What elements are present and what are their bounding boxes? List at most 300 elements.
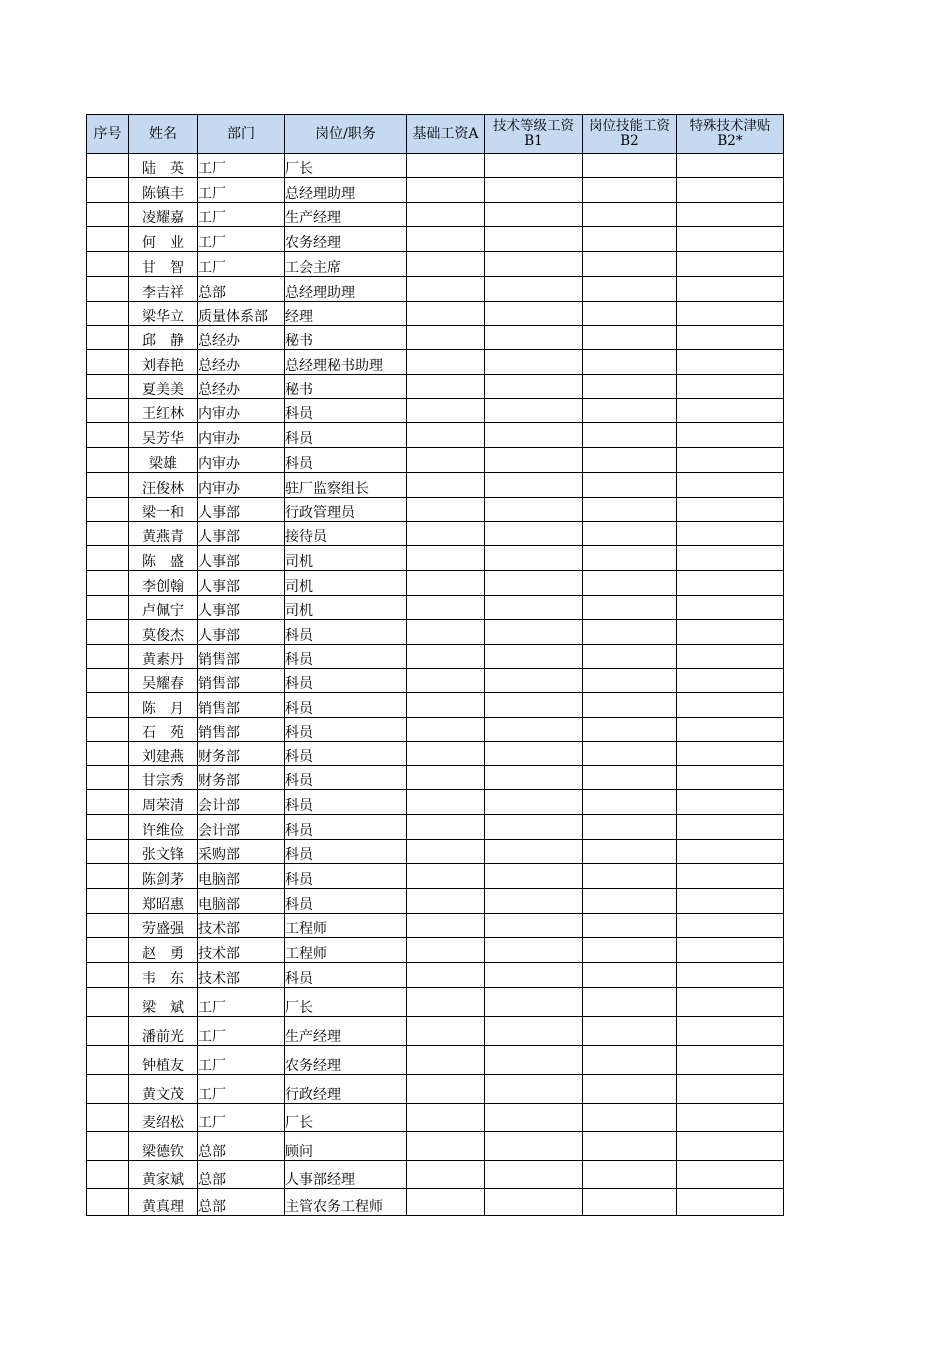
base-salary-cell[interactable] <box>407 645 485 669</box>
employee-name-cell[interactable]: 郑昭惠 <box>129 889 198 914</box>
post-skill-salary-cell[interactable] <box>583 522 677 546</box>
department-cell[interactable]: 人事部 <box>198 546 285 571</box>
department-cell[interactable]: 人事部 <box>198 571 285 596</box>
base-salary-cell[interactable] <box>407 154 485 178</box>
employee-name-cell[interactable]: 甘 智 <box>129 252 198 277</box>
special-tech-allowance-cell[interactable] <box>677 302 784 326</box>
base-salary-cell[interactable] <box>407 448 485 473</box>
department-cell[interactable]: 总经办 <box>198 350 285 375</box>
position-cell[interactable]: 科员 <box>285 399 407 423</box>
special-tech-allowance-cell[interactable] <box>677 718 784 742</box>
post-skill-salary-cell[interactable] <box>583 790 677 815</box>
base-salary-cell[interactable] <box>407 1161 485 1189</box>
special-tech-allowance-cell[interactable] <box>677 571 784 596</box>
tech-grade-salary-cell[interactable] <box>485 1046 583 1075</box>
tech-grade-salary-cell[interactable] <box>485 375 583 399</box>
employee-name-cell[interactable]: 陈镇丰 <box>129 178 198 203</box>
index-cell[interactable] <box>87 326 129 350</box>
post-skill-salary-cell[interactable] <box>583 963 677 988</box>
base-salary-cell[interactable] <box>407 864 485 889</box>
employee-name-cell[interactable]: 许维俭 <box>129 815 198 840</box>
base-salary-cell[interactable] <box>407 473 485 498</box>
special-tech-allowance-cell[interactable] <box>677 522 784 546</box>
tech-grade-salary-cell[interactable] <box>485 963 583 988</box>
employee-name-cell[interactable]: 邱 静 <box>129 326 198 350</box>
post-skill-salary-cell[interactable] <box>583 864 677 889</box>
special-tech-allowance-cell[interactable] <box>677 399 784 423</box>
special-tech-allowance-cell[interactable] <box>677 1161 784 1189</box>
index-cell[interactable] <box>87 1046 129 1075</box>
employee-name-cell[interactable]: 刘春艳 <box>129 350 198 375</box>
tech-grade-salary-cell[interactable] <box>485 227 583 252</box>
position-cell[interactable]: 顾问 <box>285 1132 407 1161</box>
tech-grade-salary-cell[interactable] <box>485 1189 583 1216</box>
department-cell[interactable]: 销售部 <box>198 693 285 718</box>
department-cell[interactable]: 人事部 <box>198 596 285 620</box>
employee-name-cell[interactable]: 黄素丹 <box>129 645 198 669</box>
employee-name-cell[interactable]: 甘宗秀 <box>129 766 198 790</box>
tech-grade-salary-cell[interactable] <box>485 277 583 302</box>
header-cell-name[interactable]: 姓名 <box>129 115 198 154</box>
index-cell[interactable] <box>87 302 129 326</box>
special-tech-allowance-cell[interactable] <box>677 938 784 963</box>
tech-grade-salary-cell[interactable] <box>485 790 583 815</box>
index-cell[interactable] <box>87 277 129 302</box>
post-skill-salary-cell[interactable] <box>583 1161 677 1189</box>
position-cell[interactable]: 科员 <box>285 766 407 790</box>
department-cell[interactable]: 总部 <box>198 1132 285 1161</box>
employee-name-cell[interactable]: 黄燕青 <box>129 522 198 546</box>
special-tech-allowance-cell[interactable] <box>677 1046 784 1075</box>
tech-grade-salary-cell[interactable] <box>485 350 583 375</box>
tech-grade-salary-cell[interactable] <box>485 742 583 766</box>
position-cell[interactable]: 科员 <box>285 864 407 889</box>
department-cell[interactable]: 销售部 <box>198 645 285 669</box>
base-salary-cell[interactable] <box>407 596 485 620</box>
position-cell[interactable]: 科员 <box>285 963 407 988</box>
index-cell[interactable] <box>87 669 129 693</box>
index-cell[interactable] <box>87 1161 129 1189</box>
tech-grade-salary-cell[interactable] <box>485 522 583 546</box>
base-salary-cell[interactable] <box>407 840 485 864</box>
special-tech-allowance-cell[interactable] <box>677 742 784 766</box>
special-tech-allowance-cell[interactable] <box>677 840 784 864</box>
post-skill-salary-cell[interactable] <box>583 742 677 766</box>
special-tech-allowance-cell[interactable] <box>677 473 784 498</box>
department-cell[interactable]: 财务部 <box>198 742 285 766</box>
base-salary-cell[interactable] <box>407 252 485 277</box>
special-tech-allowance-cell[interactable] <box>677 596 784 620</box>
index-cell[interactable] <box>87 718 129 742</box>
post-skill-salary-cell[interactable] <box>583 988 677 1017</box>
position-cell[interactable]: 工程师 <box>285 914 407 938</box>
header-cell-position[interactable]: 岗位/职务 <box>285 115 407 154</box>
post-skill-salary-cell[interactable] <box>583 473 677 498</box>
base-salary-cell[interactable] <box>407 227 485 252</box>
base-salary-cell[interactable] <box>407 742 485 766</box>
position-cell[interactable]: 科员 <box>285 840 407 864</box>
index-cell[interactable] <box>87 498 129 522</box>
department-cell[interactable]: 总经办 <box>198 375 285 399</box>
department-cell[interactable]: 工厂 <box>198 988 285 1017</box>
special-tech-allowance-cell[interactable] <box>677 988 784 1017</box>
position-cell[interactable]: 科员 <box>285 790 407 815</box>
base-salary-cell[interactable] <box>407 938 485 963</box>
index-cell[interactable] <box>87 1075 129 1104</box>
employee-name-cell[interactable]: 石 苑 <box>129 718 198 742</box>
position-cell[interactable]: 总经理助理 <box>285 178 407 203</box>
position-cell[interactable]: 总经理助理 <box>285 277 407 302</box>
index-cell[interactable] <box>87 252 129 277</box>
index-cell[interactable] <box>87 154 129 178</box>
position-cell[interactable]: 人事部经理 <box>285 1161 407 1189</box>
index-cell[interactable] <box>87 645 129 669</box>
employee-name-cell[interactable]: 汪俊林 <box>129 473 198 498</box>
base-salary-cell[interactable] <box>407 1189 485 1216</box>
position-cell[interactable]: 科员 <box>285 423 407 448</box>
employee-name-cell[interactable]: 卢佩宁 <box>129 596 198 620</box>
special-tech-allowance-cell[interactable] <box>677 1075 784 1104</box>
index-cell[interactable] <box>87 546 129 571</box>
index-cell[interactable] <box>87 889 129 914</box>
department-cell[interactable]: 内审办 <box>198 448 285 473</box>
tech-grade-salary-cell[interactable] <box>485 766 583 790</box>
department-cell[interactable]: 财务部 <box>198 766 285 790</box>
special-tech-allowance-cell[interactable] <box>677 790 784 815</box>
base-salary-cell[interactable] <box>407 1104 485 1132</box>
index-cell[interactable] <box>87 1017 129 1046</box>
header-cell-post-skill-salary[interactable]: 岗位技能工资B2 <box>583 115 677 154</box>
department-cell[interactable]: 工厂 <box>198 1104 285 1132</box>
tech-grade-salary-cell[interactable] <box>485 596 583 620</box>
special-tech-allowance-cell[interactable] <box>677 815 784 840</box>
employee-name-cell[interactable]: 梁德钦 <box>129 1132 198 1161</box>
base-salary-cell[interactable] <box>407 815 485 840</box>
special-tech-allowance-cell[interactable] <box>677 326 784 350</box>
department-cell[interactable]: 总经办 <box>198 326 285 350</box>
department-cell[interactable]: 人事部 <box>198 498 285 522</box>
post-skill-salary-cell[interactable] <box>583 693 677 718</box>
special-tech-allowance-cell[interactable] <box>677 1189 784 1216</box>
position-cell[interactable]: 厂长 <box>285 154 407 178</box>
index-cell[interactable] <box>87 766 129 790</box>
department-cell[interactable]: 工厂 <box>198 1075 285 1104</box>
special-tech-allowance-cell[interactable] <box>677 178 784 203</box>
employee-name-cell[interactable]: 周荣清 <box>129 790 198 815</box>
tech-grade-salary-cell[interactable] <box>485 914 583 938</box>
special-tech-allowance-cell[interactable] <box>677 277 784 302</box>
position-cell[interactable]: 科员 <box>285 718 407 742</box>
tech-grade-salary-cell[interactable] <box>485 326 583 350</box>
employee-name-cell[interactable]: 梁雄 <box>129 448 198 473</box>
tech-grade-salary-cell[interactable] <box>485 423 583 448</box>
tech-grade-salary-cell[interactable] <box>485 399 583 423</box>
post-skill-salary-cell[interactable] <box>583 1132 677 1161</box>
tech-grade-salary-cell[interactable] <box>485 1132 583 1161</box>
base-salary-cell[interactable] <box>407 693 485 718</box>
base-salary-cell[interactable] <box>407 620 485 645</box>
post-skill-salary-cell[interactable] <box>583 326 677 350</box>
base-salary-cell[interactable] <box>407 889 485 914</box>
index-cell[interactable] <box>87 742 129 766</box>
post-skill-salary-cell[interactable] <box>583 154 677 178</box>
employee-name-cell[interactable]: 吴耀春 <box>129 669 198 693</box>
base-salary-cell[interactable] <box>407 790 485 815</box>
index-cell[interactable] <box>87 473 129 498</box>
department-cell[interactable]: 工厂 <box>198 154 285 178</box>
tech-grade-salary-cell[interactable] <box>485 645 583 669</box>
employee-name-cell[interactable]: 韦 东 <box>129 963 198 988</box>
post-skill-salary-cell[interactable] <box>583 498 677 522</box>
special-tech-allowance-cell[interactable] <box>677 375 784 399</box>
department-cell[interactable]: 人事部 <box>198 620 285 645</box>
position-cell[interactable]: 秘书 <box>285 375 407 399</box>
employee-name-cell[interactable]: 刘建燕 <box>129 742 198 766</box>
tech-grade-salary-cell[interactable] <box>485 178 583 203</box>
employee-name-cell[interactable]: 夏美美 <box>129 375 198 399</box>
employee-name-cell[interactable]: 陈 盛 <box>129 546 198 571</box>
base-salary-cell[interactable] <box>407 522 485 546</box>
position-cell[interactable]: 经理 <box>285 302 407 326</box>
base-salary-cell[interactable] <box>407 203 485 227</box>
employee-name-cell[interactable]: 黄家斌 <box>129 1161 198 1189</box>
base-salary-cell[interactable] <box>407 498 485 522</box>
post-skill-salary-cell[interactable] <box>583 1075 677 1104</box>
index-cell[interactable] <box>87 620 129 645</box>
department-cell[interactable]: 工厂 <box>198 1046 285 1075</box>
post-skill-salary-cell[interactable] <box>583 620 677 645</box>
post-skill-salary-cell[interactable] <box>583 596 677 620</box>
tech-grade-salary-cell[interactable] <box>485 815 583 840</box>
index-cell[interactable] <box>87 988 129 1017</box>
base-salary-cell[interactable] <box>407 423 485 448</box>
special-tech-allowance-cell[interactable] <box>677 252 784 277</box>
header-cell-department[interactable]: 部门 <box>198 115 285 154</box>
department-cell[interactable]: 内审办 <box>198 473 285 498</box>
position-cell[interactable]: 工程师 <box>285 938 407 963</box>
index-cell[interactable] <box>87 350 129 375</box>
header-cell-special-tech-allowance[interactable]: 特殊技术津贴B2* <box>677 115 784 154</box>
employee-name-cell[interactable]: 黄真理 <box>129 1189 198 1216</box>
index-cell[interactable] <box>87 423 129 448</box>
employee-name-cell[interactable]: 吴芳华 <box>129 423 198 448</box>
post-skill-salary-cell[interactable] <box>583 252 677 277</box>
index-cell[interactable] <box>87 203 129 227</box>
department-cell[interactable]: 销售部 <box>198 669 285 693</box>
tech-grade-salary-cell[interactable] <box>485 840 583 864</box>
tech-grade-salary-cell[interactable] <box>485 571 583 596</box>
post-skill-salary-cell[interactable] <box>583 766 677 790</box>
position-cell[interactable]: 厂长 <box>285 1104 407 1132</box>
base-salary-cell[interactable] <box>407 669 485 693</box>
position-cell[interactable]: 行政管理员 <box>285 498 407 522</box>
index-cell[interactable] <box>87 227 129 252</box>
department-cell[interactable]: 技术部 <box>198 963 285 988</box>
special-tech-allowance-cell[interactable] <box>677 914 784 938</box>
department-cell[interactable]: 工厂 <box>198 178 285 203</box>
base-salary-cell[interactable] <box>407 718 485 742</box>
position-cell[interactable]: 农务经理 <box>285 1046 407 1075</box>
employee-name-cell[interactable]: 王红林 <box>129 399 198 423</box>
post-skill-salary-cell[interactable] <box>583 423 677 448</box>
employee-name-cell[interactable]: 凌耀嘉 <box>129 203 198 227</box>
position-cell[interactable]: 行政经理 <box>285 1075 407 1104</box>
post-skill-salary-cell[interactable] <box>583 1104 677 1132</box>
special-tech-allowance-cell[interactable] <box>677 1132 784 1161</box>
index-cell[interactable] <box>87 693 129 718</box>
post-skill-salary-cell[interactable] <box>583 448 677 473</box>
employee-name-cell[interactable]: 陆 英 <box>129 154 198 178</box>
special-tech-allowance-cell[interactable] <box>677 864 784 889</box>
tech-grade-salary-cell[interactable] <box>485 1075 583 1104</box>
base-salary-cell[interactable] <box>407 302 485 326</box>
employee-name-cell[interactable]: 钟植友 <box>129 1046 198 1075</box>
position-cell[interactable]: 总经理秘书助理 <box>285 350 407 375</box>
tech-grade-salary-cell[interactable] <box>485 988 583 1017</box>
tech-grade-salary-cell[interactable] <box>485 669 583 693</box>
employee-name-cell[interactable]: 劳盛强 <box>129 914 198 938</box>
base-salary-cell[interactable] <box>407 1017 485 1046</box>
special-tech-allowance-cell[interactable] <box>677 203 784 227</box>
special-tech-allowance-cell[interactable] <box>677 154 784 178</box>
index-cell[interactable] <box>87 1132 129 1161</box>
tech-grade-salary-cell[interactable] <box>485 718 583 742</box>
index-cell[interactable] <box>87 399 129 423</box>
position-cell[interactable]: 科员 <box>285 889 407 914</box>
post-skill-salary-cell[interactable] <box>583 277 677 302</box>
position-cell[interactable]: 司机 <box>285 546 407 571</box>
post-skill-salary-cell[interactable] <box>583 889 677 914</box>
department-cell[interactable]: 技术部 <box>198 938 285 963</box>
special-tech-allowance-cell[interactable] <box>677 423 784 448</box>
post-skill-salary-cell[interactable] <box>583 302 677 326</box>
base-salary-cell[interactable] <box>407 1075 485 1104</box>
index-cell[interactable] <box>87 1189 129 1216</box>
department-cell[interactable]: 总部 <box>198 1189 285 1216</box>
base-salary-cell[interactable] <box>407 375 485 399</box>
employee-name-cell[interactable]: 梁华立 <box>129 302 198 326</box>
department-cell[interactable]: 会计部 <box>198 815 285 840</box>
position-cell[interactable]: 科员 <box>285 645 407 669</box>
tech-grade-salary-cell[interactable] <box>485 864 583 889</box>
tech-grade-salary-cell[interactable] <box>485 1161 583 1189</box>
position-cell[interactable]: 厂长 <box>285 988 407 1017</box>
position-cell[interactable]: 科员 <box>285 742 407 766</box>
position-cell[interactable]: 科员 <box>285 669 407 693</box>
index-cell[interactable] <box>87 914 129 938</box>
tech-grade-salary-cell[interactable] <box>485 473 583 498</box>
base-salary-cell[interactable] <box>407 914 485 938</box>
post-skill-salary-cell[interactable] <box>583 178 677 203</box>
tech-grade-salary-cell[interactable] <box>485 889 583 914</box>
employee-name-cell[interactable]: 张文锋 <box>129 840 198 864</box>
post-skill-salary-cell[interactable] <box>583 203 677 227</box>
employee-name-cell[interactable]: 赵 勇 <box>129 938 198 963</box>
special-tech-allowance-cell[interactable] <box>677 546 784 571</box>
index-cell[interactable] <box>87 963 129 988</box>
index-cell[interactable] <box>87 790 129 815</box>
post-skill-salary-cell[interactable] <box>583 840 677 864</box>
tech-grade-salary-cell[interactable] <box>485 498 583 522</box>
special-tech-allowance-cell[interactable] <box>677 645 784 669</box>
post-skill-salary-cell[interactable] <box>583 669 677 693</box>
header-cell-index[interactable]: 序号 <box>87 115 129 154</box>
post-skill-salary-cell[interactable] <box>583 1046 677 1075</box>
department-cell[interactable]: 电脑部 <box>198 864 285 889</box>
base-salary-cell[interactable] <box>407 1132 485 1161</box>
post-skill-salary-cell[interactable] <box>583 938 677 963</box>
post-skill-salary-cell[interactable] <box>583 546 677 571</box>
special-tech-allowance-cell[interactable] <box>677 693 784 718</box>
position-cell[interactable]: 司机 <box>285 571 407 596</box>
special-tech-allowance-cell[interactable] <box>677 1104 784 1132</box>
base-salary-cell[interactable] <box>407 277 485 302</box>
tech-grade-salary-cell[interactable] <box>485 938 583 963</box>
special-tech-allowance-cell[interactable] <box>677 889 784 914</box>
index-cell[interactable] <box>87 571 129 596</box>
position-cell[interactable]: 驻厂监察组长 <box>285 473 407 498</box>
post-skill-salary-cell[interactable] <box>583 815 677 840</box>
position-cell[interactable]: 农务经理 <box>285 227 407 252</box>
department-cell[interactable]: 采购部 <box>198 840 285 864</box>
post-skill-salary-cell[interactable] <box>583 718 677 742</box>
department-cell[interactable]: 工厂 <box>198 203 285 227</box>
position-cell[interactable]: 司机 <box>285 596 407 620</box>
employee-name-cell[interactable]: 梁一和 <box>129 498 198 522</box>
department-cell[interactable]: 内审办 <box>198 399 285 423</box>
index-cell[interactable] <box>87 864 129 889</box>
department-cell[interactable]: 会计部 <box>198 790 285 815</box>
base-salary-cell[interactable] <box>407 1046 485 1075</box>
department-cell[interactable]: 工厂 <box>198 1017 285 1046</box>
position-cell[interactable]: 生产经理 <box>285 1017 407 1046</box>
index-cell[interactable] <box>87 448 129 473</box>
index-cell[interactable] <box>87 522 129 546</box>
department-cell[interactable]: 工厂 <box>198 227 285 252</box>
tech-grade-salary-cell[interactable] <box>485 154 583 178</box>
base-salary-cell[interactable] <box>407 571 485 596</box>
tech-grade-salary-cell[interactable] <box>485 203 583 227</box>
index-cell[interactable] <box>87 938 129 963</box>
department-cell[interactable]: 工厂 <box>198 252 285 277</box>
position-cell[interactable]: 科员 <box>285 693 407 718</box>
employee-name-cell[interactable]: 麦绍松 <box>129 1104 198 1132</box>
position-cell[interactable]: 科员 <box>285 448 407 473</box>
tech-grade-salary-cell[interactable] <box>485 546 583 571</box>
position-cell[interactable]: 接待员 <box>285 522 407 546</box>
tech-grade-salary-cell[interactable] <box>485 448 583 473</box>
position-cell[interactable]: 主管农务工程师 <box>285 1189 407 1216</box>
department-cell[interactable]: 人事部 <box>198 522 285 546</box>
post-skill-salary-cell[interactable] <box>583 1189 677 1216</box>
base-salary-cell[interactable] <box>407 326 485 350</box>
employee-name-cell[interactable]: 李创翰 <box>129 571 198 596</box>
base-salary-cell[interactable] <box>407 350 485 375</box>
employee-name-cell[interactable]: 陈 月 <box>129 693 198 718</box>
department-cell[interactable]: 电脑部 <box>198 889 285 914</box>
tech-grade-salary-cell[interactable] <box>485 302 583 326</box>
base-salary-cell[interactable] <box>407 546 485 571</box>
base-salary-cell[interactable] <box>407 963 485 988</box>
header-cell-base-salary[interactable]: 基础工资A <box>407 115 485 154</box>
tech-grade-salary-cell[interactable] <box>485 620 583 645</box>
post-skill-salary-cell[interactable] <box>583 1017 677 1046</box>
department-cell[interactable]: 质量体系部 <box>198 302 285 326</box>
special-tech-allowance-cell[interactable] <box>677 498 784 522</box>
special-tech-allowance-cell[interactable] <box>677 227 784 252</box>
index-cell[interactable] <box>87 596 129 620</box>
post-skill-salary-cell[interactable] <box>583 350 677 375</box>
